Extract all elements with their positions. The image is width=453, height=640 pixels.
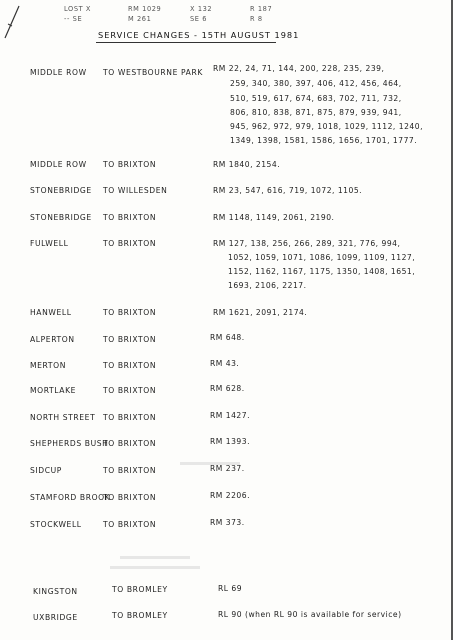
depot-from: MERTON [30,361,66,370]
header-note-3: X 132 [190,5,213,13]
depot-to: TO BROMLEY [112,611,168,620]
vehicle-list-line: 806, 810, 838, 871, 875, 879, 939, 941, [230,108,402,117]
depot-from: SIDCUP [30,466,62,475]
depot-to: TO WILLESDEN [103,186,168,195]
vehicle-list-line: 1152, 1162, 1167, 1175, 1350, 1408, 1651, [228,267,416,276]
depot-to: TO BRIXTON [103,213,157,222]
header-note-4: R 187 [250,5,273,13]
depot-to: TO BRIXTON [103,308,157,317]
header-note-7: SE 6 [190,15,208,23]
vehicle-list-line: RM 127, 138, 256, 266, 289, 321, 776, 994, [213,239,401,248]
depot-to: TO BRIXTON [103,439,157,448]
depot-from: STONEBRIDGE [30,213,92,222]
vehicle-list-line: RM 2206. [210,491,250,500]
vehicle-list-line: 945, 962, 972, 979, 1018, 1029, 1112, 1240, [230,122,423,131]
page-title: SERVICE CHANGES - 15TH AUGUST 1981 [98,30,300,40]
vehicle-list-line: RM 1840, 2154. [213,160,281,169]
vehicle-list-line: 259, 340, 380, 397, 406, 412, 456, 464, [230,79,402,88]
vehicle-list-line: RL 69 [218,584,243,593]
vehicle-list-line: RM 237. [210,464,245,473]
depot-to: TO BRIXTON [103,413,157,422]
vehicle-list-line: RM 373. [210,518,245,527]
depot-from: HANWELL [30,308,72,317]
depot-from: KINGSTON [33,587,78,596]
depot-to: TO BRIXTON [103,466,157,475]
depot-to: TO BRIXTON [103,386,157,395]
depot-from: MORTLAKE [30,386,77,395]
corner-pencil-mark [2,4,22,40]
bleed-mark [120,556,190,559]
vehicle-list-line: RM 43. [210,359,240,368]
depot-from: ALPERTON [30,335,75,344]
depot-to: TO WESTBOURNE PARK [103,68,203,77]
depot-to: TO BRIXTON [103,239,157,248]
depot-from: STONEBRIDGE [30,186,92,195]
vehicle-list-line: 510, 519, 617, 674, 683, 702, 711, 732, [230,94,402,103]
vehicle-list-line: RM 22, 24, 71, 144, 200, 228, 235, 239, [213,64,385,73]
depot-from: MIDDLE ROW [30,160,87,169]
bleed-mark [110,566,200,569]
vehicle-list-line: RM 1427. [210,411,250,420]
vehicle-list-line: 1693, 2106, 2217. [228,281,307,290]
depot-from: STOCKWELL [30,520,82,529]
header-note-2: RM 1029 [128,5,162,13]
vehicle-list-line: RM 23, 547, 616, 719, 1072, 1105. [213,186,363,195]
depot-to: TO BRIXTON [103,160,157,169]
depot-to: TO BRIXTON [103,335,157,344]
vehicle-list-line: RM 1621, 2091, 2174. [213,308,308,317]
depot-to: TO BRIXTON [103,493,157,502]
vehicle-list-line: 1052, 1059, 1071, 1086, 1099, 1109, 1127, [228,253,416,262]
header-note-1: LOST X [64,5,92,13]
depot-from: MIDDLE ROW [30,68,87,77]
depot-from: NORTH STREET [30,413,96,422]
vehicle-list-line: RM 1393. [210,437,250,446]
depot-from: UXBRIDGE [33,613,78,622]
vehicle-list-line: RM 628. [210,384,245,393]
vehicle-list-line: RM 1148, 1149, 2061, 2190. [213,213,335,222]
depot-from: STAMFORD BROOK [30,493,111,502]
title-underline [96,42,276,43]
depot-from: FULWELL [30,239,69,248]
depot-from: SHEPHERDS BUSH [30,439,109,448]
depot-to: TO BRIXTON [103,361,157,370]
header-note-8: R 8 [250,15,263,23]
depot-to: TO BRIXTON [103,520,157,529]
vehicle-list-line: RL 90 (when RL 90 is available for service) [218,610,402,619]
header-note-5: -- SE [64,15,83,23]
header-note-6: M 261 [128,15,152,23]
vehicle-list-line: RM 648. [210,333,245,342]
depot-to: TO BROMLEY [112,585,168,594]
vehicle-list-line: 1349, 1398, 1581, 1586, 1656, 1701, 1777. [230,136,418,145]
